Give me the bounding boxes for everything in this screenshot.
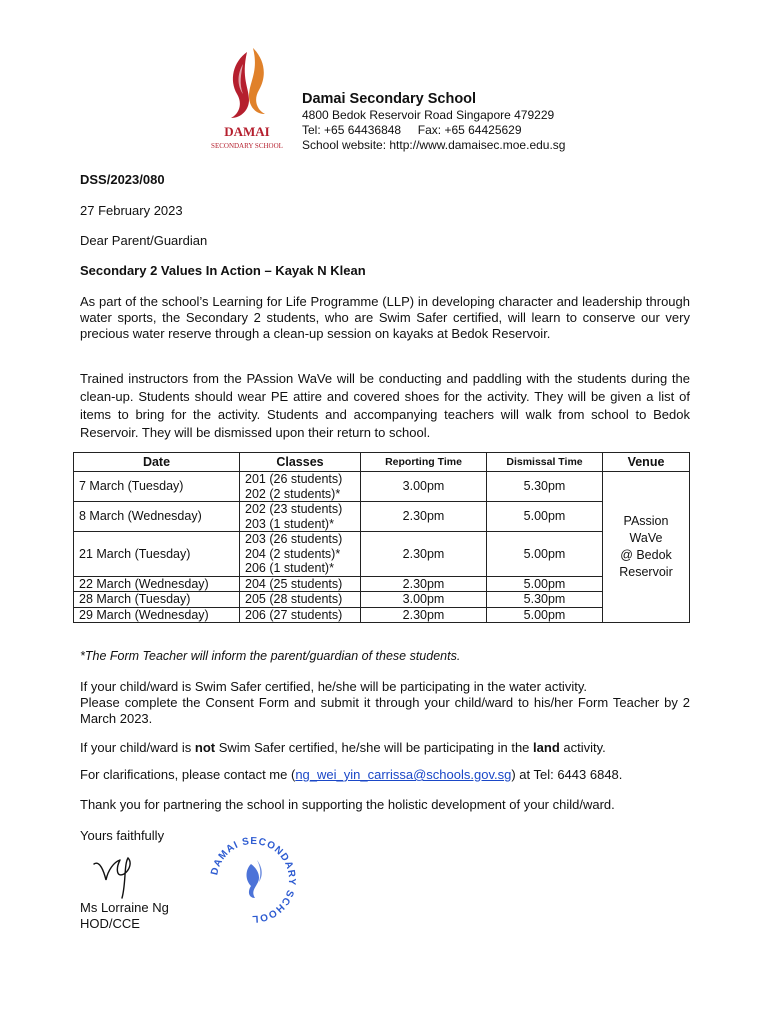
header-date: Date (74, 453, 240, 472)
school-header (302, 90, 565, 153)
school-logo (203, 44, 291, 152)
paragraph-5-text: ) at Tel: 6443 6848. (511, 767, 623, 782)
venue-line: PAssion WaVe (623, 514, 669, 545)
paragraph-3-line-1: If your child/ward is Swim Safer certified, he/she will be participating in the water activity. (80, 679, 587, 694)
class-entry: 204 (25 students) (245, 576, 343, 591)
header-classes: Classes (240, 453, 361, 472)
row-date: 28 March (Tuesday) (74, 592, 240, 608)
header-dismissal-time: Dismissal Time (487, 453, 603, 472)
emphasis-land: land (533, 740, 560, 755)
paragraph-4-text: If your child/ward is (80, 740, 195, 755)
signature-image (90, 850, 150, 900)
row-dismissal-time: 5.00pm (487, 532, 603, 577)
class-entry: 204 (2 students)* (245, 546, 341, 561)
class-entry: 203 (26 students) (245, 532, 343, 546)
signatory-title: HOD/CCE (80, 916, 140, 931)
row-classes (240, 607, 361, 623)
table-row (74, 576, 690, 592)
row-date: 21 March (Tuesday) (74, 532, 240, 577)
reference-number: DSS/2023/080 (80, 172, 165, 187)
paragraph-4-text: activity. (559, 740, 606, 755)
svg-text:DAMAI: DAMAI (224, 124, 270, 139)
school-contact (302, 123, 565, 138)
class-entry: 206 (1 student)* (245, 561, 334, 575)
letter-subject: Secondary 2 Values In Action – Kayak N Klean (80, 263, 366, 278)
closing: Yours faithfully (80, 828, 165, 843)
salutation: Dear Parent/Guardian (80, 233, 208, 248)
row-dismissal-time: 5.30pm (487, 472, 603, 502)
venue-cell (603, 472, 690, 623)
class-entry: 203 (1 student)* (245, 516, 334, 531)
svg-text:DAMAI SECONDARY SCHOOL: DAMAI SECONDARY SCHOOL (209, 835, 298, 925)
class-entry: 206 (27 students) (245, 607, 343, 622)
table-row (74, 532, 690, 577)
school-tel: Tel: +65 64436848 (302, 123, 402, 137)
row-dismissal-time: 5.00pm (487, 607, 603, 623)
row-date: 22 March (Wednesday) (74, 576, 240, 592)
class-entry: 202 (2 students)* (245, 486, 341, 501)
row-reporting-time: 2.30pm (361, 576, 487, 592)
table-row (74, 472, 690, 502)
row-classes (240, 592, 361, 608)
row-dismissal-time: 5.30pm (487, 592, 603, 608)
table-row (74, 502, 690, 532)
contact-email-link[interactable]: ng_wei_yin_carrissa@schools.gov.sg (295, 767, 512, 782)
table-header-row (74, 453, 690, 472)
paragraph-6: Thank you for partnering the school in supporting the holistic development of your child/ward. (80, 797, 615, 812)
paragraph-4-text: Swim Safer certified, he/she will be participating in the (215, 740, 534, 755)
row-classes (240, 532, 361, 577)
paragraph-1: As part of the school’s Learning for Life Programme (LLP) in developing character and leadership through water sports, the Secondary 2 students, who are Swim Safer certified, will learn to conserve our very precious water reserve through a clean-up session on kayaks at Bedok Reservoir. (80, 294, 690, 341)
table-row (74, 592, 690, 608)
row-dismissal-time: 5.00pm (487, 502, 603, 532)
row-date: 7 March (Tuesday) (74, 472, 240, 502)
school-fax: Fax: +65 64425629 (417, 123, 522, 137)
header-venue: Venue (603, 453, 690, 472)
row-reporting-time: 2.30pm (361, 502, 487, 532)
school-name: Damai Secondary School (302, 91, 477, 107)
class-entry: 205 (28 students) (245, 592, 343, 606)
row-classes (240, 576, 361, 592)
row-date: 29 March (Wednesday) (74, 607, 240, 623)
paragraph-3-line-2: Please complete the Consent Form and submit it through your child/ward to his/her Form Teacher by 2 March 2023. (80, 695, 690, 726)
row-classes (240, 502, 361, 532)
row-classes (240, 472, 361, 502)
paragraph-5 (80, 767, 690, 783)
row-reporting-time: 3.00pm (361, 472, 487, 502)
row-reporting-time: 3.00pm (361, 592, 487, 608)
table-footnote: *The Form Teacher will inform the parent/guardian of these students. (80, 649, 461, 663)
row-reporting-time: 2.30pm (361, 607, 487, 623)
row-reporting-time: 2.30pm (361, 532, 487, 577)
class-entry: 201 (26 students) (245, 472, 343, 486)
schedule-table (73, 452, 690, 623)
row-dismissal-time: 5.00pm (487, 576, 603, 592)
header-reporting-time: Reporting Time (361, 453, 487, 472)
paragraph-2: Trained instructors from the PAssion WaVe will be conducting and paddling with the students during the clean-up. Students should wear PE attire and covered shoes for the activity. They will be given a list of items to bring for the activity. Students and accompanying teachers will walk from school to Bedok Reservoir. They will be dismissed upon their return to school. (80, 371, 690, 440)
paragraph-4 (80, 740, 690, 756)
paragraph-5-text: For clarifications, please contact me ( (80, 767, 296, 782)
emphasis-not: not (194, 740, 216, 755)
paragraph-3 (80, 679, 690, 727)
row-date: 8 March (Wednesday) (74, 502, 240, 532)
venue-line: Reservoir (619, 565, 673, 579)
letter-date: 27 February 2023 (80, 203, 183, 218)
svg-text:SECONDARY SCHOOL: SECONDARY SCHOOL (211, 142, 283, 150)
school-address: 4800 Bedok Reservoir Road Singapore 479229 (302, 108, 555, 122)
venue-line: @ Bedok (620, 548, 672, 562)
school-website: School website: http://www.damaisec.moe.edu.sg (302, 138, 566, 152)
signatory-name: Ms Lorraine Ng (80, 900, 169, 915)
class-entry: 202 (23 students) (245, 502, 343, 516)
table-row (74, 607, 690, 623)
